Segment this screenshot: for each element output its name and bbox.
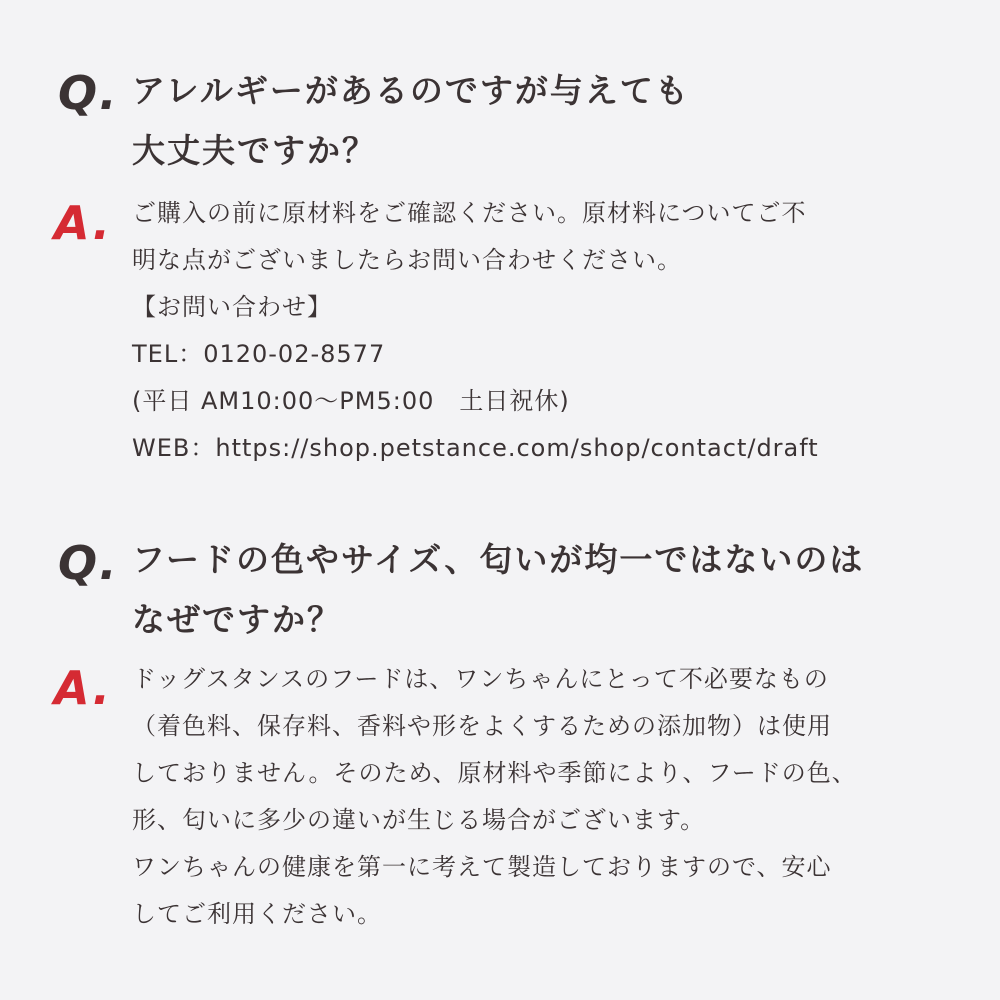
answer-line: TEL：0120-02-8577 bbox=[132, 340, 386, 368]
question-marker: Q. bbox=[58, 536, 119, 590]
answer-marker: A. bbox=[54, 196, 112, 250]
question-marker: Q. bbox=[58, 66, 119, 120]
question-line: アレルギーがあるのですが与えても bbox=[132, 71, 690, 110]
answer-link-web: WEB：https://shop.petstance.com/shop/contact/draft bbox=[132, 434, 819, 462]
answer-line: ご購入の前に原材料をご確認ください。原材料についてご不 bbox=[132, 199, 807, 227]
answer-line: ワンちゃんの健康を第一に考えて製造しておりますので、安心 bbox=[132, 853, 832, 881]
question-text bbox=[132, 66, 952, 176]
question-line: なぜですか？ bbox=[132, 600, 342, 639]
answer-text bbox=[132, 190, 972, 472]
answer-line: (平日 AM10:00～PM5:00 土日祝休) bbox=[132, 387, 570, 415]
answer-marker: A. bbox=[54, 661, 112, 715]
question-text bbox=[132, 535, 952, 645]
answer-line: してご利用ください。 bbox=[132, 900, 382, 928]
answer-line: 【お問い合わせ】 bbox=[132, 293, 332, 321]
question-line: 大丈夫ですか？ bbox=[132, 131, 377, 170]
answer-line: （着色料、保存料、香料や形をよくするための添加物）は使用 bbox=[132, 712, 832, 740]
answer-line: ドッグスタンスのフードは、ワンちゃんにとって不必要なもの bbox=[132, 665, 829, 693]
answer-line: しておりません。そのため、原材料や季節により、フードの色、 bbox=[132, 759, 857, 787]
answer-line: 明な点がございましたらお問い合わせください。 bbox=[132, 246, 682, 274]
answer-line: 形、匂いに多少の違いが生じる場合がございます。 bbox=[132, 806, 706, 834]
question-line: フードの色やサイズ、匂いが均一ではないのは bbox=[132, 540, 865, 579]
answer-text bbox=[132, 656, 972, 938]
